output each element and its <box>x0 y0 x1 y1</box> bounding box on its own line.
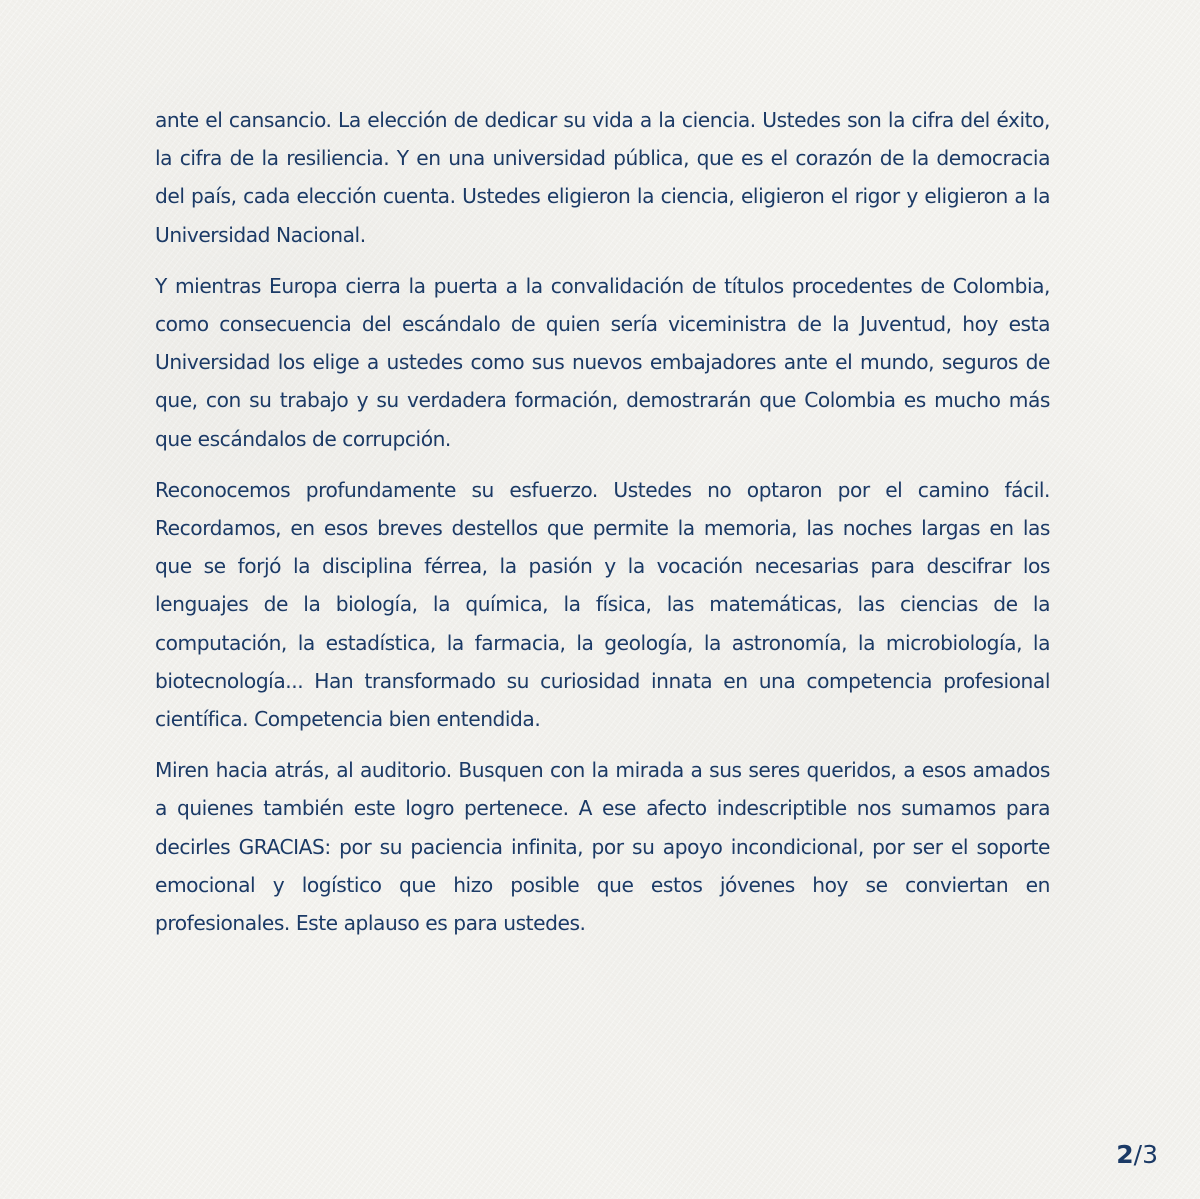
page-number-total: 3 <box>1142 1140 1158 1169</box>
paragraph-4: Miren hacia atrás, al auditorio. Busquen con la mirada a sus seres queridos, a esos amados a quienes también este logro pertenece. A ese afecto indescriptible nos sumamos para decirles GRACIAS: por su paciencia infinita, por su apoyo incondicional, por ser el soporte emocional y logístico que hizo posible que estos jóvenes hoy se conviertan en profesionales. Este aplauso es para ustedes. <box>155 758 1050 936</box>
page-number <box>1116 1142 1158 1167</box>
paragraph-1: ante el cansancio. La elección de dedicar su vida a la ciencia. Ustedes son la cifra del éxito, la cifra de la resiliencia. Y en una universidad pública, que es el corazón de la democracia del país, cada elección cuenta. Ustedes eligieron la ciencia, eligieron el rigor y eligieron a la Universidad Nacional. <box>155 108 1050 247</box>
page-number-current: 2 <box>1116 1140 1134 1169</box>
body-text <box>155 101 1050 955</box>
page-number-separator: / <box>1133 1140 1143 1169</box>
paragraph-3: Reconocemos profundamente su esfuerzo. Ustedes no optaron por el camino fácil. Recordamos, en esos breves destellos que permite la memoria, las noches largas en las que se forjó la disciplina férrea, la pasión y la vocación necesarias para descifrar los lenguajes de la biología, la química, la física, las matemáticas, las ciencias de la computación, la estadística, la farmacia, la geología, la astronomía, la microbiología, la biotecnología... Han transformado su curiosidad innata en una competencia profesional científica. Competencia bien entendida. <box>155 477 1050 732</box>
paragraph-2: Y mientras Europa cierra la puerta a la convalidación de títulos procedentes de Colombia, como consecuencia del escándalo de quien sería viceministra de la Juventud, hoy esta Universidad los elige a ustedes como sus nuevos embajadores ante el mundo, seguros de que, con su trabajo y su verdadera formación, demostrarán que Colombia es mucho más que escándalos de corrupción. <box>155 273 1050 451</box>
